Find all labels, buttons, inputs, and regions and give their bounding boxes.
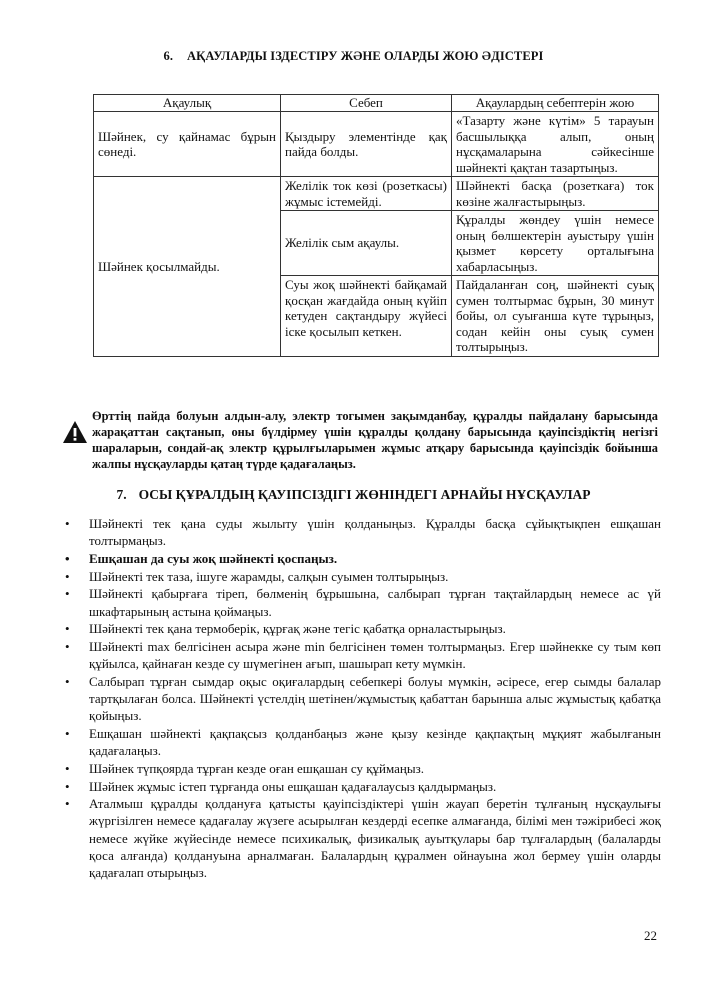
list-item: • Салбырап тұрған сымдар оқыс оқиғалардың себепкері болуы мүмкін, әсіресе, егер сымды балалар тартқылаған болса. Шәйнекті үстелдің шетінен/жұмыстық қабаттан барынша алыс жұмыстық қабатқа қойыңыз. [65, 673, 661, 725]
warning-triangle-icon [62, 420, 88, 444]
list-item: • Ешқашан да суы жоқ шәйнекті қоспаңыз. [65, 550, 661, 567]
safety-warning [62, 408, 662, 472]
list-item: • Шәйнек жұмыс істеп тұрғанда оны ешқашан қадағалаусыз қалдырмаңыз. [65, 778, 661, 795]
table-row [94, 177, 659, 211]
list-item: • Шәйнекті тек қана термоберік, құрғақ және тегіс қабатқа орналастырыңыз. [65, 620, 661, 637]
page-number: 22 [644, 928, 657, 943]
fault-cell: Шәйнек қосылмайды. [94, 177, 281, 357]
list-item: • Шәйнекті қабырғаға тіреп, бөлменің бұрышына, салбырап тұрған тақтайлардың немесе ас үй шкафтарының астына қоймаңыз. [65, 585, 661, 619]
list-item: • Ешқашан шәйнекті қақпақсыз қолданбаңыз және қызу кезінде қақпақтың мұқият жабылғанын қадағалаңыз. [65, 725, 661, 759]
header-fault: Ақаулық [94, 95, 281, 112]
cause-cell: Желілік сым ақаулы. [281, 211, 452, 276]
header-cause: Себеп [281, 95, 452, 112]
section-6-heading [0, 49, 707, 64]
section-7-number: 7. [116, 487, 127, 502]
list-item: • Шәйнек түпқоярда тұрған кезде оған ешқашан су құймаңыз. [65, 760, 661, 777]
remedy-cell: «Тазарту және күтім» 5 тарауын басшылыққа алып, оның нұсқамаларына сәйкесінше шәйнекті қақтан тазартыңыз. [452, 112, 659, 177]
troubleshooting-table [93, 94, 659, 357]
section-7-title: ОСЫ ҚҰРАЛДЫҢ ҚАУІПСІЗДІГІ ЖӨНІНДЕГІ АРНАЙЫ НҰСҚАУЛАР [138, 487, 591, 502]
list-item: • Шәйнекті тек таза, ішуге жарамды, салқын суымен толтырыңыз. [65, 568, 661, 585]
section-7-heading [0, 487, 707, 503]
list-item: • Шәйнекті тек қана суды жылыту үшін қолданыңыз. Құралды басқа сұйықтықпен ешқашан толтырмаңыз. [65, 515, 661, 549]
list-item: • Шәйнекті max белгісінен асыра және min белгісінен төмен толтырмаңыз. Егер шәйнекке су тым көп құйылса, қайнаған кезде су шүмегінен ағып, шашырап кету мүмкін. [65, 638, 661, 672]
remedy-cell: Пайдаланған соң, шәйнекті суық сумен толтырмас бұрын, 30 минут бойы, ол суығанша күте тұрыңыз, содан кейін оны суық сумен толтырыңыз. [452, 276, 659, 357]
list-item: • Аталмыш құралды қолдануға қатысты қауіпсіздіктері үшін жауап беретін тұлғаның нұсқаулығы жүргізілген немесе қадағалау жүзеге асырылған кездерді есепке алмағанда, білімі мен тәжірибесі жоқ немесе жүйке жүйесінде немесе психикалық, физикалық ауытқулары бар тұлғалардың (балаларды қоса алғанда) қолдануына арналмаған. Балалардың құралмен ойнауына жол бермеу үшін оларды қадағалап отырыңыз. [65, 795, 661, 881]
cause-cell: Суы жоқ шәйнекті байқамай қосқан жағдайда оның күйіп кетуден сақтандыру жүйесі іске қосылып кеткен. [281, 276, 452, 357]
warning-text: Өрттің пайда болуын алдын-алу, электр тогымен зақымданбау, құралды пайдалану барысында жарақаттан сақтанып, оны бүлдірмеу үшін құралды қолдану барысында қауіпсіздіктің негізгі шараларын, сондай-ақ электр құрылғыларымен жұмыс атқару барысында қауіпсіздік бойынша жалпы нұсқауларды қатаң түрде қадағалаңыз. [92, 409, 658, 471]
remedy-cell: Шәйнекті басқа (розеткаға) ток көзіне жалғастырыңыз. [452, 177, 659, 211]
section-6-number: 6. [163, 49, 174, 63]
fault-cell: Шәйнек, су қайнамас бұрын сөнеді. [94, 112, 281, 177]
safety-instructions-list [65, 515, 661, 882]
header-remedy: Ақаулардың себептерін жою [452, 95, 659, 112]
remedy-cell: Құралды жөндеу үшін немесе оның бөлшектерін ауыстыру үшін қызмет көрсету орталығына хабарласыңыз. [452, 211, 659, 276]
table-row [94, 112, 659, 177]
table-header-row [94, 95, 659, 112]
section-6-title: АҚАУЛАРДЫ ІЗДЕСТІРУ ЖӘНЕ ОЛАРДЫ ЖОЮ ӘДІСТЕРІ [187, 49, 544, 63]
cause-cell: Қыздыру элементінде қақ пайда болды. [281, 112, 452, 177]
cause-cell: Желілік ток көзі (розеткасы) жұмыс істемейді. [281, 177, 452, 211]
